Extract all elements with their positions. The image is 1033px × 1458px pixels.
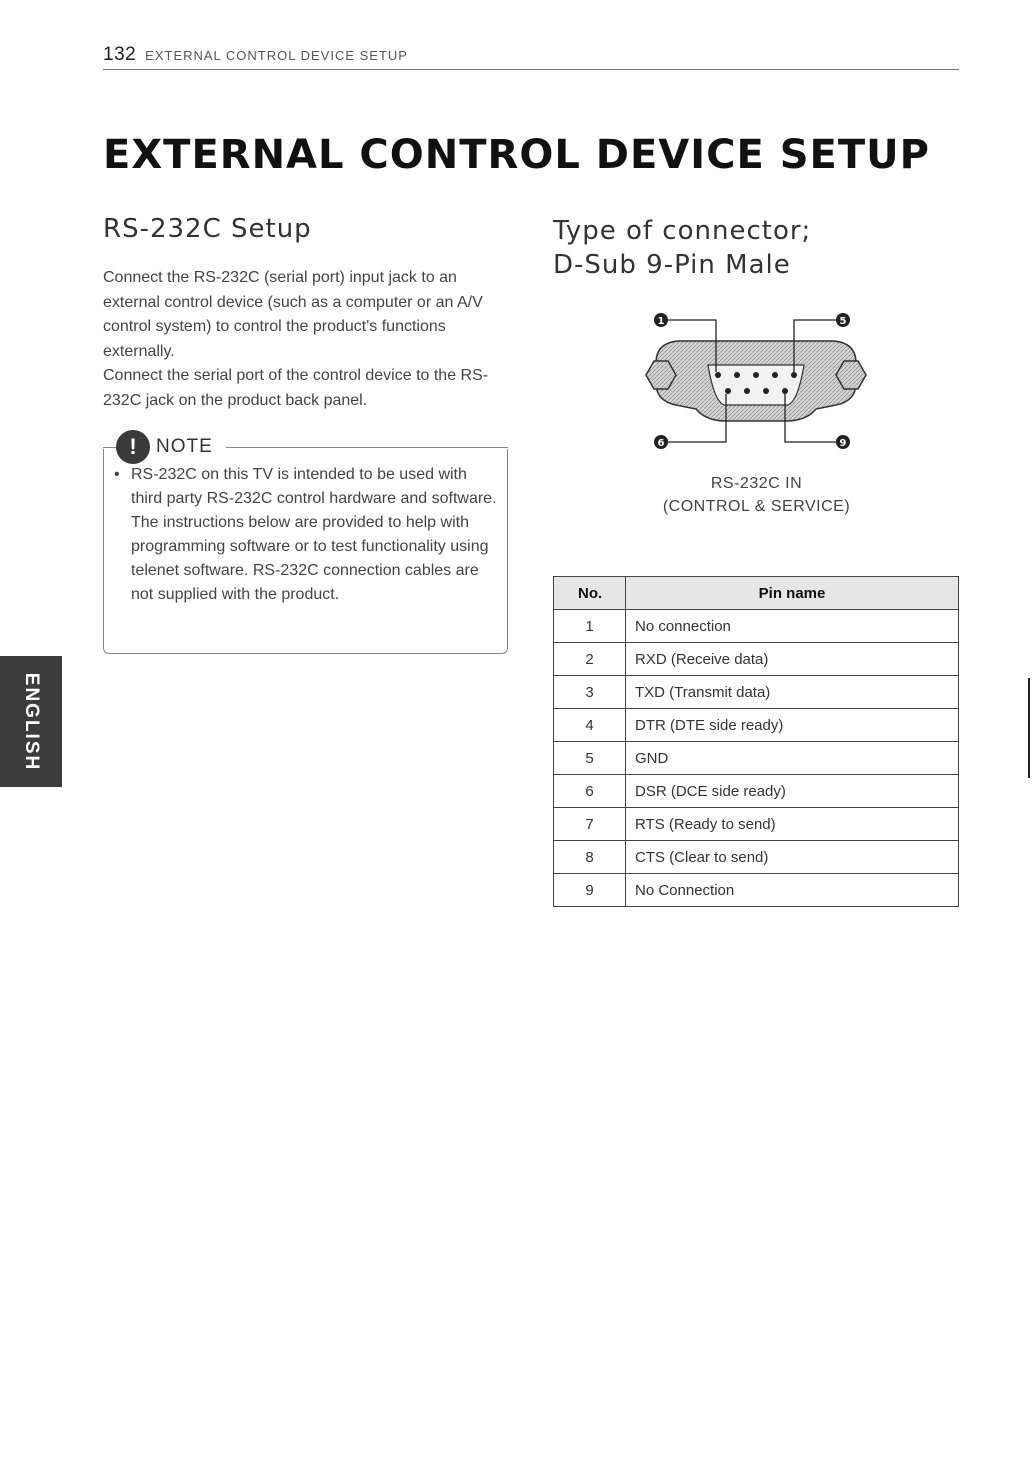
table-row [554, 676, 959, 709]
pin-number: 8 [554, 841, 626, 874]
table-row [554, 709, 959, 742]
pin-name: DTR (DTE side ready) [626, 709, 959, 742]
edge-marker [1028, 678, 1030, 778]
connector-caption-line2: (CONTROL & SERVICE) [662, 498, 851, 515]
connector-caption-line1: RS-232C IN [710, 475, 803, 492]
table-row [554, 775, 959, 808]
pin-name: RTS (Ready to send) [626, 808, 959, 841]
table-row [554, 610, 959, 643]
pin-label-9: 9 [839, 438, 847, 449]
pin-number: 4 [554, 709, 626, 742]
running-head-section: EXTERNAL CONTROL DEVICE SETUP [145, 48, 408, 63]
connector-heading [553, 214, 811, 282]
note-text: RS-232C on this TV is intended to be used with third party RS-232C control hardware and software. The instructions below are provided to help with programming software or to test functionality using telenet software. RS-232C connection cables are not supplied with the product. [131, 466, 497, 603]
table-row [554, 742, 959, 775]
bullet-icon: • [114, 466, 120, 483]
rs232c-setup-heading: RS-232C Setup [103, 214, 312, 244]
exclamation-icon: ! [116, 430, 150, 464]
pin-name: DSR (DCE side ready) [626, 775, 959, 808]
table-header-row [554, 577, 959, 610]
pin-name: No connection [626, 610, 959, 643]
setup-paragraph-2: Connect the serial port of the control device to the RS-232C jack on the product back panel. [103, 367, 489, 409]
page-number: 132 [103, 44, 137, 65]
note-item [114, 463, 499, 607]
table-row [554, 808, 959, 841]
language-tab [0, 656, 62, 787]
rs232c-setup-body [103, 266, 513, 413]
page-title: EXTERNAL CONTROL DEVICE SETUP [103, 132, 930, 178]
table-row [554, 841, 959, 874]
pin-number: 1 [554, 610, 626, 643]
pin-number: 5 [554, 742, 626, 775]
connector-heading-line2: D-Sub 9-Pin Male [553, 250, 791, 280]
setup-paragraph-1: Connect the RS-232C (serial port) input jack to an external control device (such as a computer or an A/V control system) to control the product's functions externally. [103, 269, 483, 360]
dsub-connector-diagram [636, 305, 876, 465]
note-label: NOTE [156, 436, 213, 457]
table-row [554, 874, 959, 907]
pin-name: CTS (Clear to send) [626, 841, 959, 874]
pin-number: 2 [554, 643, 626, 676]
column-header-no: No. [554, 577, 626, 610]
pin-name: TXD (Transmit data) [626, 676, 959, 709]
pin-label-5: 5 [839, 316, 847, 327]
pin-table [553, 576, 959, 907]
pin-insert [708, 365, 804, 405]
connector-caption [555, 472, 958, 518]
running-head [103, 44, 959, 70]
table-row [554, 643, 959, 676]
pin-number: 6 [554, 775, 626, 808]
pin-name: No Connection [626, 874, 959, 907]
note-border-top-left [103, 447, 117, 448]
pin-number: 7 [554, 808, 626, 841]
column-header-pin-name: Pin name [626, 577, 959, 610]
pin-name: GND [626, 742, 959, 775]
pin-name: RXD (Receive data) [626, 643, 959, 676]
pin-label-1: 1 [657, 316, 665, 327]
note-border-top-right [226, 447, 508, 448]
language-tab-label: ENGLISH [21, 672, 42, 772]
pin-label-6: 6 [657, 438, 665, 449]
pin-number: 9 [554, 874, 626, 907]
connector-heading-line1: Type of connector; [553, 216, 812, 246]
pin-number: 3 [554, 676, 626, 709]
